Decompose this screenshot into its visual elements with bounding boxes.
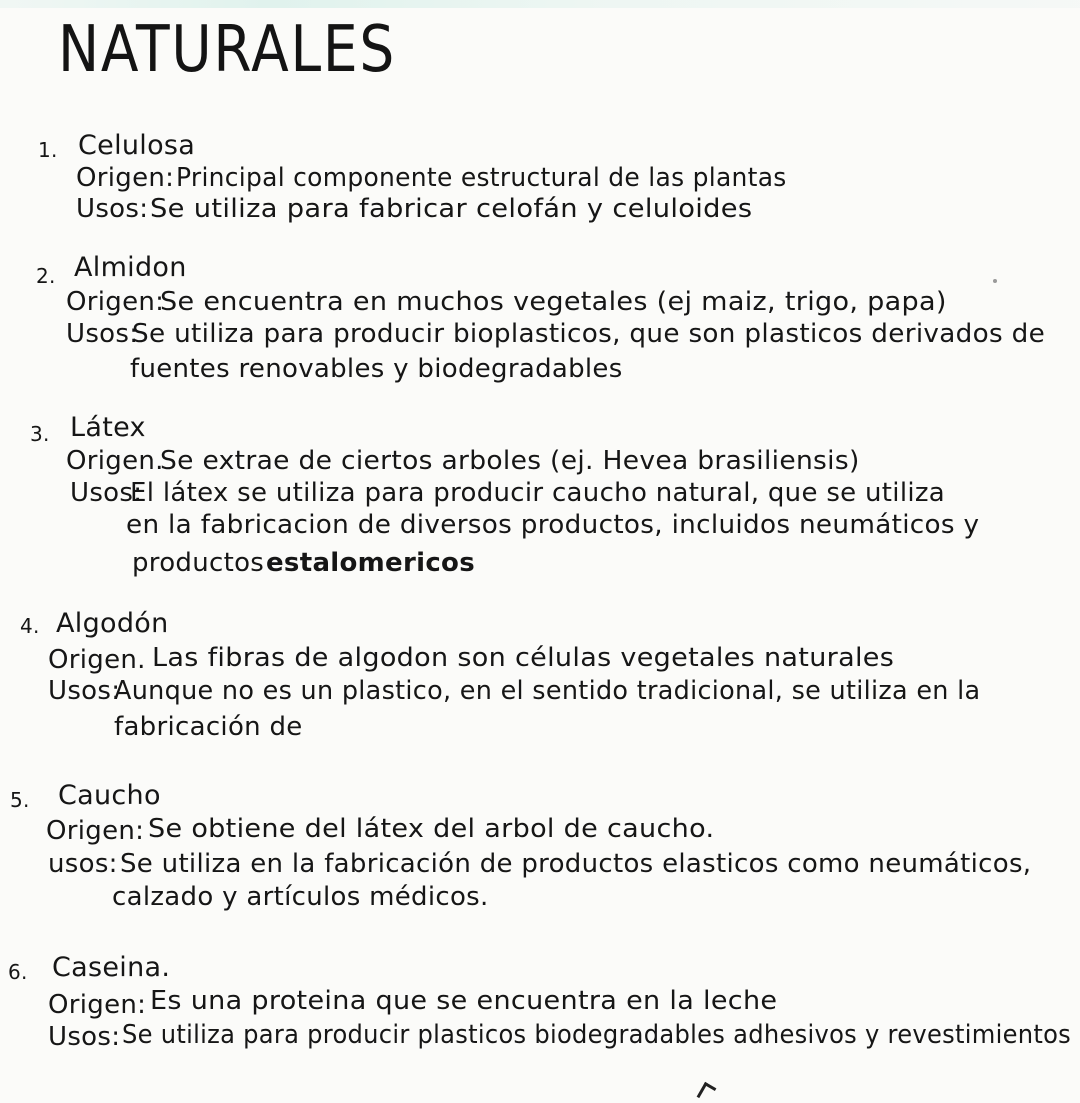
origen-text: Se encuentra en muchos vegetales (ej maiz, trigo, papa) — [160, 287, 947, 317]
ink-dot — [993, 279, 997, 283]
usos-line: Se utiliza en la fabricación de productos elasticos como neumáticos, — [120, 849, 1032, 879]
usos-line: productos — [132, 548, 265, 578]
origen-text: Se obtiene del látex del arbol de caucho. — [148, 814, 715, 844]
origen-text: Principal componente estructural de las plantas — [176, 163, 787, 193]
usos-line: El látex se utiliza para producir caucho natural, que se utiliza — [130, 478, 946, 508]
origen-text: Es una proteina que se encuentra en la leche — [150, 986, 778, 1016]
section-heading: Caucho — [58, 780, 161, 811]
page-top-edge — [0, 0, 1080, 8]
origen-label: Origen: — [48, 990, 147, 1020]
section-number: 4. — [20, 614, 40, 638]
usos-line: fabricación de — [114, 712, 303, 742]
section-heading: Almidon — [74, 252, 187, 283]
section-heading: Caseina. — [52, 952, 171, 983]
section-heading: Algodón — [56, 608, 169, 639]
section-number: 1. — [38, 138, 58, 162]
section-number: 2. — [36, 264, 56, 288]
usos-label: Usos: — [48, 676, 121, 706]
usos-line: calzado y artículos médicos. — [112, 882, 489, 912]
usos-line: Se utiliza para producir bioplasticos, que son plasticos derivados de — [132, 319, 1046, 349]
section-heading: Celulosa — [78, 130, 196, 161]
section-number: 5. — [10, 788, 30, 812]
ink-stroke — [697, 1082, 717, 1103]
usos-emphasis: estalomericos — [266, 548, 475, 578]
usos-label: Usos: — [66, 319, 139, 349]
usos-line: Aunque no es un plastico, en el sentido tradicional, se utiliza en la — [114, 676, 981, 706]
usos-label: Usos: — [70, 478, 143, 508]
origen-label: Origen: — [66, 287, 165, 317]
origen-label: Origen. — [66, 446, 164, 476]
section-number: 6. — [8, 960, 28, 984]
usos-line: en la fabricacion de diversos productos, incluidos neumáticos y — [126, 510, 980, 540]
section-heading: Látex — [70, 412, 146, 443]
page-title: NATURALES — [58, 13, 396, 87]
section-number: 3. — [30, 422, 50, 446]
usos-line: Se utiliza para producir plasticos biodegradables adhesivos y revestimientos — [122, 1020, 1072, 1050]
usos-label: usos: — [48, 849, 118, 879]
origen-label: Origen. — [48, 645, 146, 675]
origen-label: Origen: — [46, 816, 145, 846]
origen-text: Se extrae de ciertos arboles (ej. Hevea brasiliensis) — [160, 446, 860, 476]
origen-label: Origen: — [76, 163, 175, 193]
usos-line: Se utiliza para fabricar celofán y celuloides — [150, 194, 753, 224]
origen-text: Las fibras de algodon son células vegetales naturales — [152, 643, 895, 673]
usos-label: Usos: — [48, 1022, 121, 1052]
usos-label: Usos: — [76, 194, 149, 224]
usos-line: fuentes renovables y biodegradables — [130, 354, 623, 384]
